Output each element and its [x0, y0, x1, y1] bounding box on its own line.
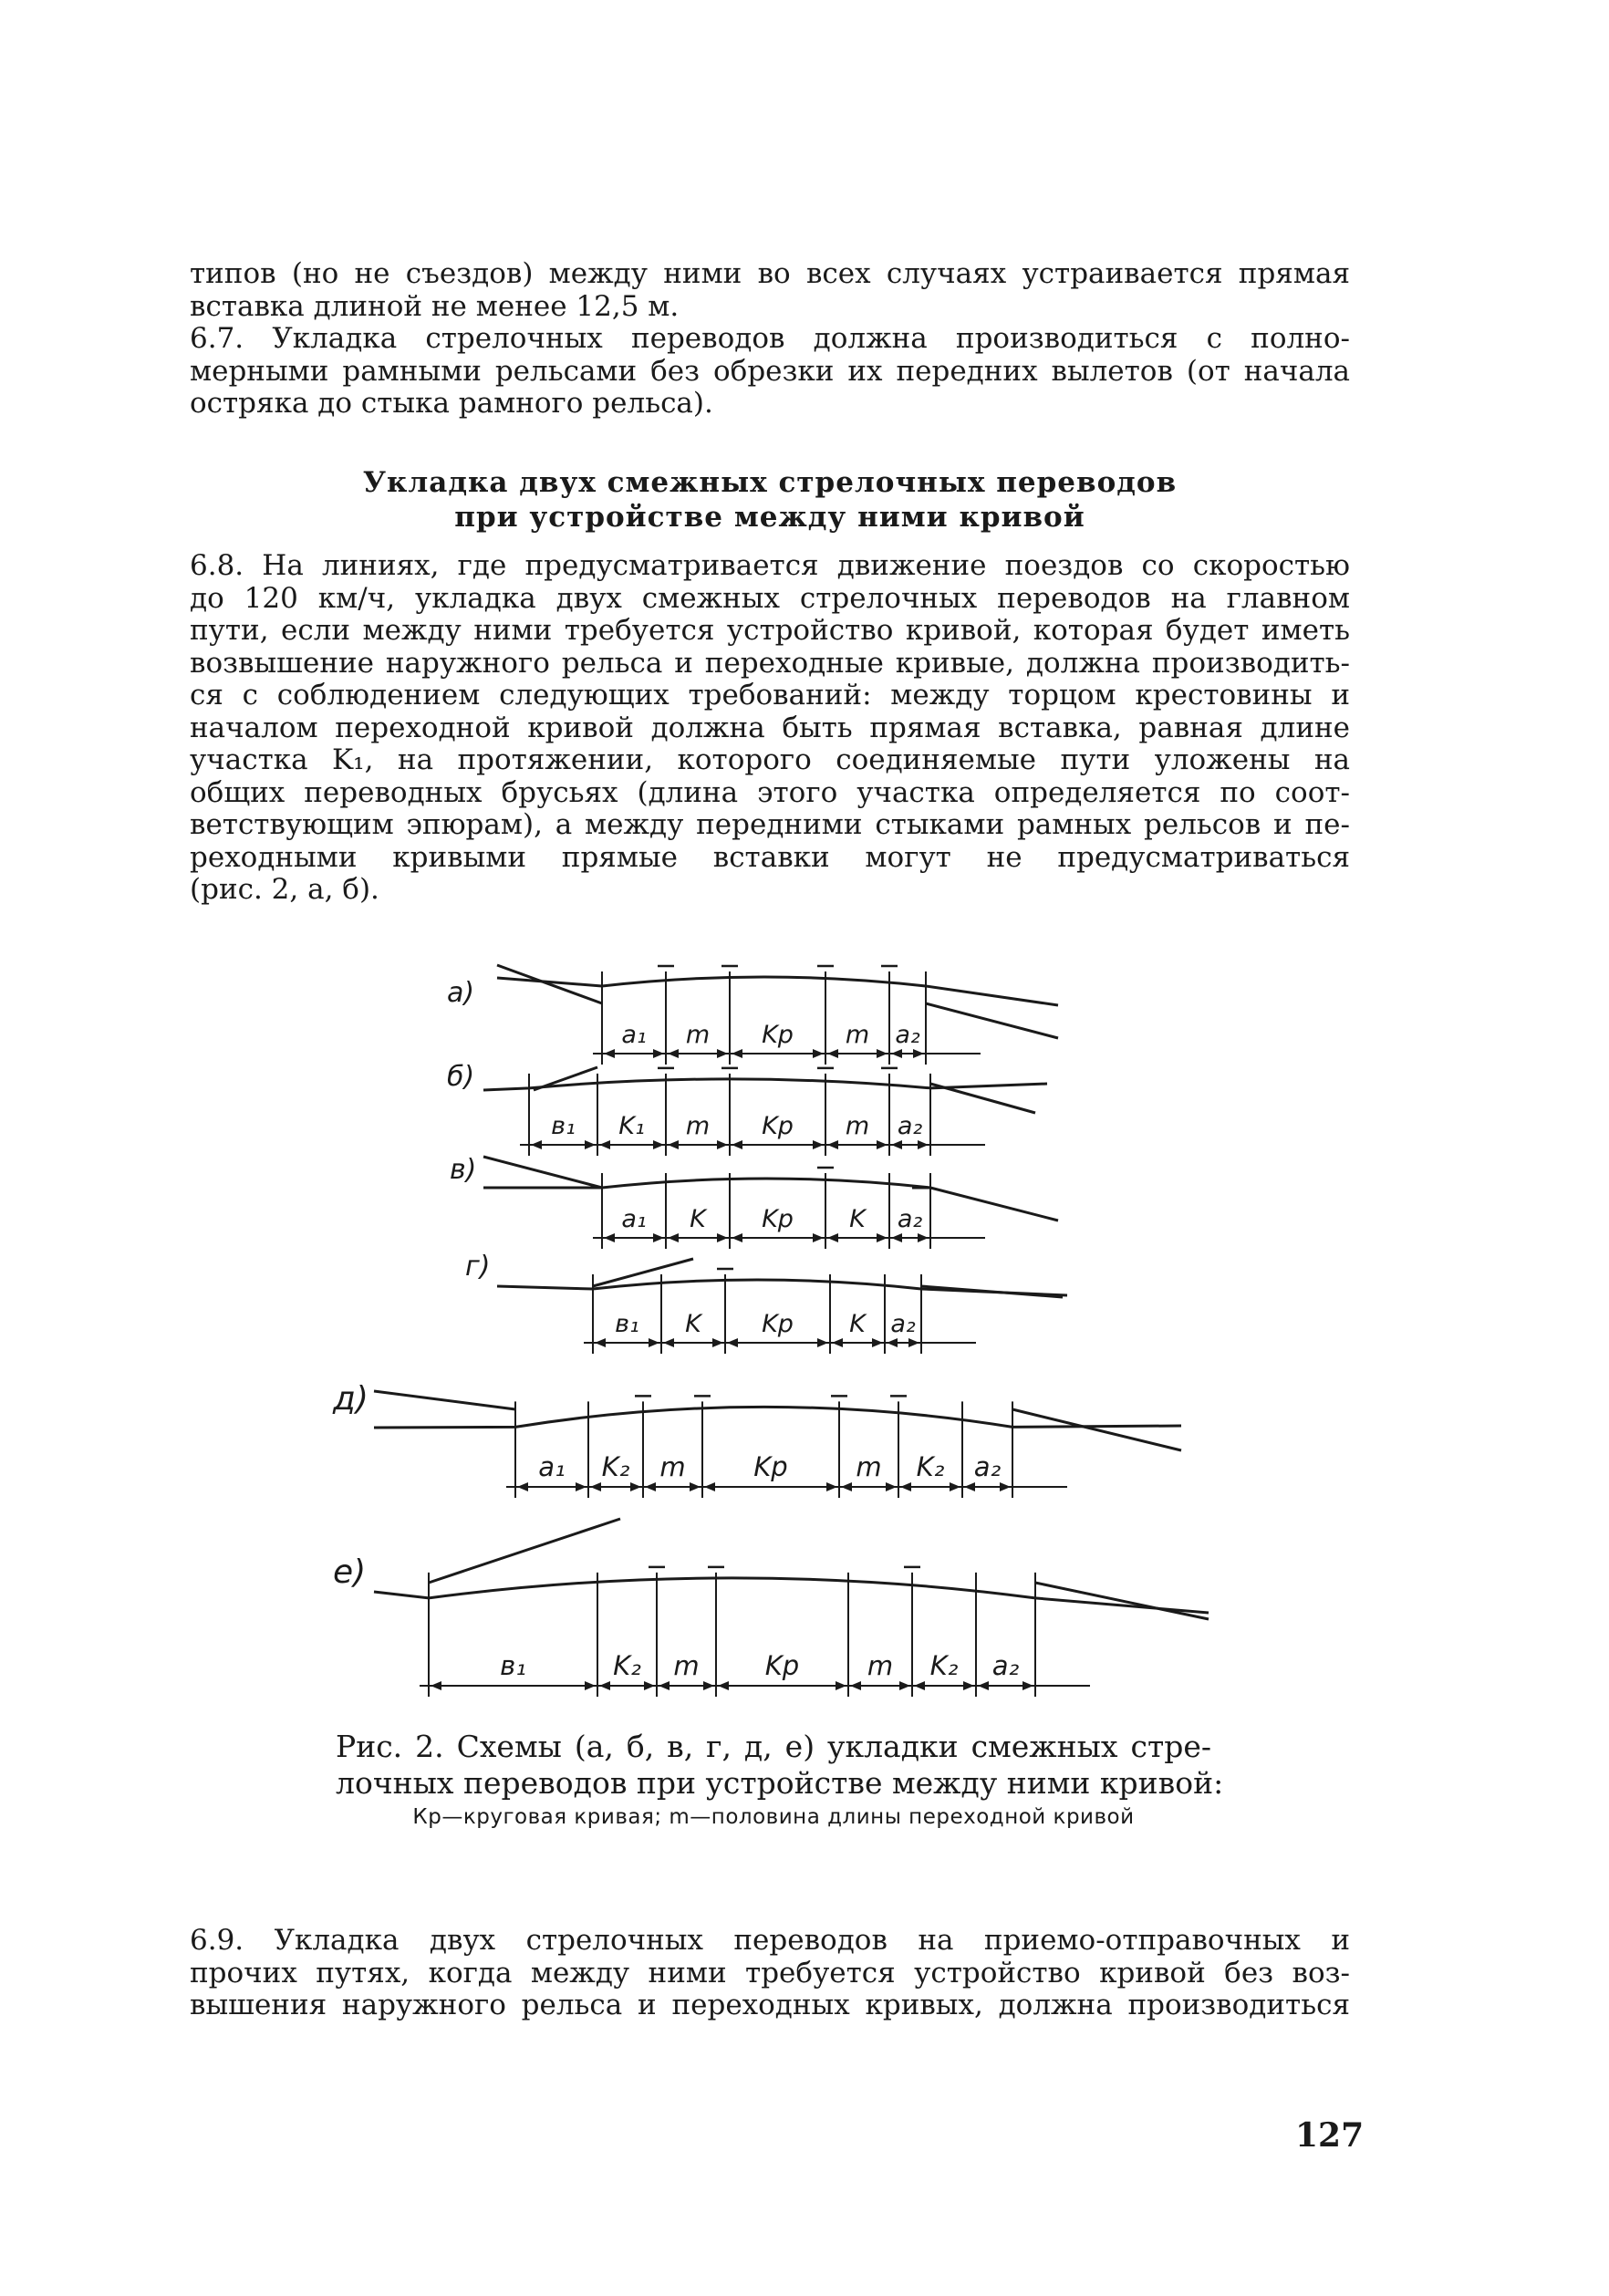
caption-line-1: Рис. 2. Схемы (а, б, в, г, д, е) укладки смежных стре-	[336, 1729, 1211, 1764]
scheme-label: б)	[447, 1061, 475, 1093]
diverging-track-line	[374, 1391, 515, 1409]
segment-label: a₁	[621, 1021, 647, 1049]
scheme-label: а)	[447, 977, 475, 1009]
segment-label: m	[845, 1021, 870, 1049]
segment-label: a₂	[890, 1310, 916, 1338]
segment-label: Kр	[762, 1112, 794, 1140]
main-track-line	[374, 1407, 1181, 1428]
segment-label: K	[685, 1310, 701, 1338]
segment-label: a₁	[621, 1205, 647, 1233]
paragraph-6-9	[190, 1925, 1350, 2022]
segment-label: m	[867, 1650, 894, 1681]
text-line: 6.9. Укладка двух стрелочных переводов на приемо-отправочных и	[190, 1924, 1350, 1957]
segment-label: K₁	[618, 1112, 645, 1140]
text-line: вставка длиной не менее 12,5 м.	[190, 289, 680, 323]
text-line: прочих путях, когда между ними требуется устройство кривой без воз-	[190, 1956, 1350, 1990]
segment-label: K₂	[613, 1650, 641, 1681]
segment-label: a₂	[897, 1112, 923, 1140]
text-line: началом переходной кривой должна быть прямая вставка, равная длине	[190, 711, 1350, 744]
main-track-line	[483, 1079, 1047, 1090]
text-line: 6.7. Укладка стрелочных переводов должна производиться с полно-	[190, 322, 1350, 355]
segment-label: K	[849, 1205, 866, 1233]
text-line: типов (но не съездов) между ними во всех случаях устраивается прямая	[190, 257, 1350, 290]
text-line: общих переводных брусьях (длина этого участка определяется по соот-	[190, 775, 1350, 809]
scheme-label: г)	[465, 1251, 491, 1283]
text-line: вышения наружного рельса и переходных кривых, должна производиться	[190, 1989, 1350, 2021]
segment-label: a₁	[538, 1451, 566, 1482]
text-line: возвышение наружного рельса и переходные кривые, должна производить-	[190, 646, 1350, 680]
diverging-track-line	[1012, 1409, 1181, 1450]
caption-line-2: лочных переводов при устройстве между ними кривой:	[336, 1765, 1224, 1801]
segment-label: Kр	[764, 1650, 800, 1681]
figure-2-schemes	[0, 949, 1609, 1724]
scheme-label: в)	[450, 1154, 477, 1186]
text-line: мерными рамными рельсами без обрезки их передних вылетов (от начала	[190, 354, 1350, 388]
section-heading	[190, 465, 1350, 535]
diverging-track-line	[429, 1519, 620, 1583]
segment-label: m	[845, 1112, 870, 1140]
segment-label: Kр	[762, 1310, 794, 1338]
segment-label: K	[690, 1205, 706, 1233]
text-line: ветствующим эпюрам), а между передними стыками рамных рельсов и пе-	[190, 808, 1350, 841]
text-line: участка K₁, на протяжении, которого соединяемые пути уложены на	[190, 743, 1350, 776]
top-text	[190, 258, 1350, 421]
scheme-label: е)	[333, 1553, 367, 1591]
figure-caption	[336, 1729, 1224, 1833]
segment-label: m	[856, 1451, 882, 1482]
diverging-track-line	[921, 1286, 1063, 1297]
segment-label: a₂	[973, 1451, 1002, 1482]
text-line: (рис. 2, а, б).	[190, 873, 379, 906]
segment-label: в₁	[551, 1112, 576, 1140]
segment-label: K₂	[601, 1451, 630, 1482]
segment-label: m	[673, 1650, 700, 1681]
text-line: 6.8. На линиях, где предусматривается движение поездов со скоростью	[190, 549, 1350, 582]
main-track-line	[374, 1578, 1209, 1613]
heading-line-2: при устройстве между ними кривой	[454, 501, 1085, 534]
segment-label: Kр	[753, 1451, 788, 1482]
text-line: до 120 км/ч, укладка двух смежных стрелочных переводов на главном	[190, 581, 1350, 615]
diverging-track-line	[483, 1157, 602, 1188]
scheme-label: д)	[333, 1380, 369, 1418]
text-line: реходными кривыми прямые вставки могут не предусматриваться	[190, 840, 1350, 874]
segment-label: K₂	[916, 1451, 945, 1482]
main-track-line	[497, 977, 1058, 1005]
segment-label: K	[849, 1310, 866, 1338]
heading-line-1: Укладка двух смежных стрелочных переводов	[362, 466, 1178, 499]
segment-label: Kр	[762, 1205, 794, 1233]
segment-label: m	[685, 1112, 711, 1140]
page-number: 127	[1295, 2116, 1365, 2155]
text-line: ся с соблюдением следующих требований: между торцом крестовины и	[190, 679, 1350, 712]
main-track-line	[483, 1179, 930, 1188]
segment-label: m	[685, 1021, 711, 1049]
text-line: пути, если между ними требуется устройство кривой, которая будет иметь	[190, 614, 1350, 647]
caption-legend: Кр—круговая кривая; m—половина длины переходной кривой	[412, 1805, 1135, 1829]
segment-label: a₂	[895, 1021, 920, 1049]
paragraph-6-8	[190, 550, 1350, 907]
text-line: остряка до стыка рамного рельса).	[190, 387, 713, 420]
diverging-track-line	[930, 1084, 1035, 1113]
diverging-track-line	[930, 1188, 1058, 1221]
segment-label: в₁	[615, 1310, 639, 1338]
main-track-line	[497, 1280, 1067, 1295]
segment-label: в₁	[500, 1650, 526, 1681]
segment-label: K₂	[929, 1650, 959, 1681]
segment-label: a₂	[897, 1205, 923, 1233]
segment-label: Kр	[762, 1021, 794, 1049]
segment-label: m	[659, 1451, 686, 1482]
segment-label: a₂	[991, 1650, 1020, 1681]
diverging-track-line	[534, 1067, 597, 1090]
diverging-track-line	[926, 1003, 1058, 1038]
